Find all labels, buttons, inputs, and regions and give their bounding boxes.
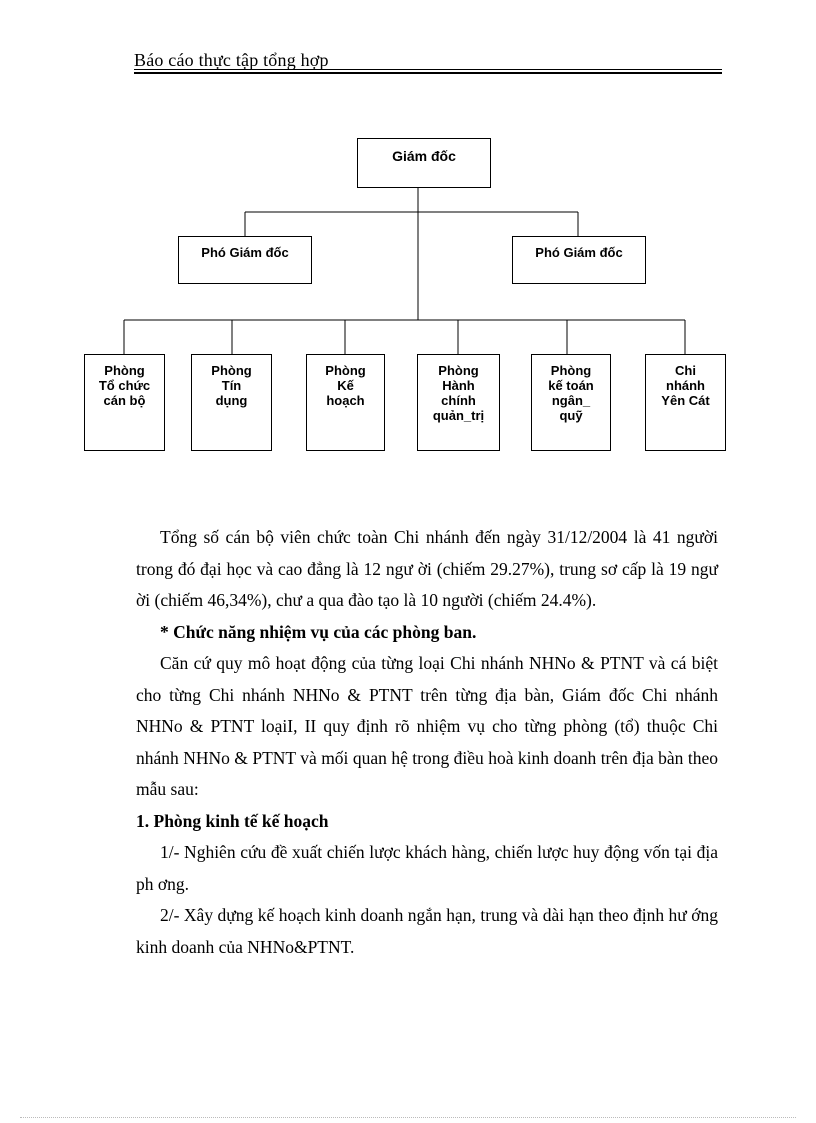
dept-label-line: Phòng	[438, 363, 479, 378]
dept-label-line: Chi	[675, 363, 696, 378]
header-rule	[134, 69, 722, 70]
dept-label-line: Tín	[221, 378, 242, 393]
dept-box-hanh-chinh-quan-tri	[417, 354, 500, 451]
list-item-planning-2: 2/- Xây dựng kế hoạch kinh doanh ngắn hạn, trung và dài hạn theo định hư ớng kinh doanh của NHNo&PTNT.	[136, 905, 718, 957]
dept-label-line: Phòng	[104, 363, 145, 378]
deputy-box-right	[512, 236, 646, 284]
deputy-label: Phó Giám đốc	[535, 245, 623, 260]
deputy-label: Phó Giám đốc	[201, 245, 289, 260]
header-rule-thick	[134, 72, 722, 74]
list-item-planning-1: 1/- Nghiên cứu đề xuất chiến lược khách hàng, chiến lược huy động vốn tại địa ph ơng.	[136, 842, 718, 894]
document-body	[136, 522, 718, 963]
dept-box-ke-toan-ngan-quy	[531, 354, 611, 451]
deputy-box-left	[178, 236, 312, 284]
dept-label-line: Phòng	[211, 363, 252, 378]
org-chart-connectors	[0, 0, 816, 470]
dept-label-line: cán bộ	[103, 393, 146, 408]
dept-label-line: quản_trị	[432, 408, 485, 423]
dept-label-line: ngân_	[551, 393, 591, 408]
dept-box-chi-nhanh-yen-cat	[645, 354, 726, 451]
dept-box-ke-hoach	[306, 354, 385, 451]
dept-label-line: Yên Cát	[661, 393, 710, 408]
paragraph-functions-basis: Căn cứ quy mô hoạt động của từng loại Chi nhánh NHNo & PTNT và cá biệt cho từng Chi nhánh NHNo & PTNT trên từng địa bàn, Giám đốc Chi nhánh NHNo & PTNT loạiI, II quy định rõ nhiệm vụ cho từng phòng (tổ) thuộc Chi nhánh NHNo & PTNT và mối quan hệ trong điều hoà kinh doanh trên địa bàn theo mẫu sau:	[136, 653, 718, 799]
dept-label-line: Hành	[442, 378, 475, 393]
dept-label-line: hoạch	[326, 393, 365, 408]
director-box	[357, 138, 491, 188]
dept-box-tin-dung	[191, 354, 272, 451]
director-label: Giám đốc	[392, 148, 456, 164]
dept-label-line: Phòng	[550, 363, 592, 378]
dept-label-line: quỹ	[559, 408, 583, 423]
dept-label-line: nhánh	[666, 378, 705, 393]
dept-label-line: dụng	[215, 393, 248, 408]
dept-label-line: kế toán	[548, 378, 594, 393]
section-heading-planning-dept: 1. Phòng kinh tế kế hoạch	[136, 810, 329, 831]
org-chart	[0, 0, 816, 470]
page-header-title: Báo cáo thực tập tổng hợp	[134, 50, 329, 70]
dept-box-to-chuc-can-bo	[84, 354, 165, 451]
paragraph-staff-summary: Tổng số cán bộ viên chức toàn Chi nhánh đến ngày 31/12/2004 là 41 người trong đó đại học và cao đẳng là 12 ngư ời (chiếm 29.27%), trung sơ cấp là 19 ngư ời (chiếm 46,34%), chư a qua đào tạo là 10 người (chiếm 24.4%).	[136, 527, 718, 610]
section-heading-functions: * Chức năng nhiệm vụ của các phòng ban.	[160, 621, 477, 642]
dept-label-line: Phòng	[325, 363, 366, 378]
dept-label-line: Kế	[337, 378, 354, 393]
dept-label-line: chính	[441, 393, 476, 408]
dept-label-line: Tổ chức	[98, 378, 151, 393]
page-bottom-divider	[20, 1117, 796, 1118]
